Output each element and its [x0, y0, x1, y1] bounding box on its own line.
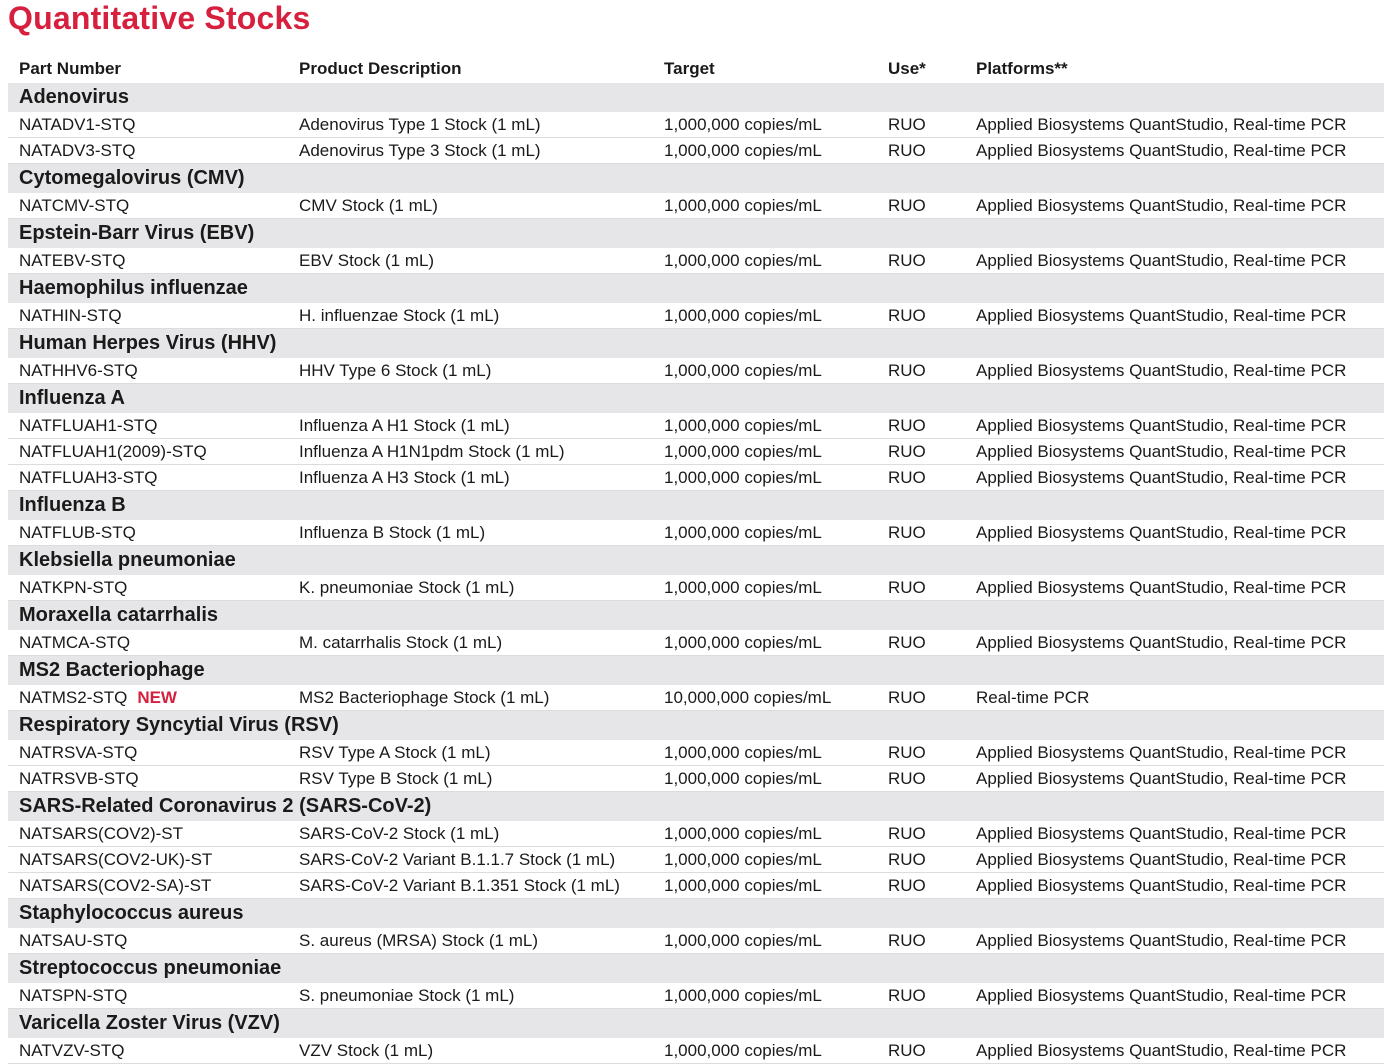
use-cell: RUO: [877, 1038, 965, 1064]
platforms-cell: Applied Biosystems QuantStudio, Real-time PCR: [965, 766, 1384, 792]
group-heading: Haemophilus influenzae: [8, 274, 1384, 304]
product-description-cell: Influenza A H1N1pdm Stock (1 mL): [288, 439, 653, 465]
platforms-cell: Real-time PCR: [965, 685, 1384, 711]
platforms-cell: Applied Biosystems QuantStudio, Real-time PCR: [965, 847, 1384, 873]
platforms-cell: Applied Biosystems QuantStudio, Real-time PCR: [965, 112, 1384, 138]
platforms-cell: Applied Biosystems QuantStudio, Real-time PCR: [965, 138, 1384, 164]
target-cell: 1,000,000 copies/mL: [653, 138, 877, 164]
table-row: [8, 193, 1384, 219]
part-number-cell: NATFLUAH1-STQ: [8, 413, 288, 439]
group-row: [8, 329, 1384, 359]
target-cell: 1,000,000 copies/mL: [653, 983, 877, 1009]
table-row: [8, 847, 1384, 873]
use-cell: RUO: [877, 439, 965, 465]
part-number-cell: NATKPN-STQ: [8, 575, 288, 601]
group-row: [8, 711, 1384, 741]
table-row: [8, 928, 1384, 954]
target-cell: 1,000,000 copies/mL: [653, 847, 877, 873]
part-number-cell: NATCMV-STQ: [8, 193, 288, 219]
product-description-cell: Influenza A H3 Stock (1 mL): [288, 465, 653, 491]
use-cell: RUO: [877, 766, 965, 792]
target-cell: 1,000,000 copies/mL: [653, 1038, 877, 1064]
table-row: [8, 873, 1384, 899]
target-cell: 1,000,000 copies/mL: [653, 740, 877, 766]
group-heading: Influenza A: [8, 384, 1384, 414]
table-row: [8, 630, 1384, 656]
product-description-cell: S. pneumoniae Stock (1 mL): [288, 983, 653, 1009]
table-row: [8, 520, 1384, 546]
use-cell: RUO: [877, 873, 965, 899]
table-row: [8, 575, 1384, 601]
group-row: [8, 83, 1384, 112]
new-badge: NEW: [137, 687, 177, 707]
target-cell: 10,000,000 copies/mL: [653, 685, 877, 711]
part-number-cell: NATSARS(COV2)-ST: [8, 821, 288, 847]
part-number-cell: NATVZV-STQ: [8, 1038, 288, 1064]
platforms-cell: Applied Biosystems QuantStudio, Real-time PCR: [965, 465, 1384, 491]
table-row: [8, 248, 1384, 274]
product-description-cell: VZV Stock (1 mL): [288, 1038, 653, 1064]
use-cell: RUO: [877, 112, 965, 138]
use-cell: RUO: [877, 358, 965, 384]
table-row: [8, 303, 1384, 329]
target-cell: 1,000,000 copies/mL: [653, 821, 877, 847]
platforms-cell: Applied Biosystems QuantStudio, Real-time PCR: [965, 740, 1384, 766]
use-cell: RUO: [877, 303, 965, 329]
table-header-row: [8, 55, 1384, 83]
group-heading: Staphylococcus aureus: [8, 899, 1384, 929]
group-heading: Influenza B: [8, 491, 1384, 521]
target-cell: 1,000,000 copies/mL: [653, 358, 877, 384]
platforms-cell: Applied Biosystems QuantStudio, Real-time PCR: [965, 358, 1384, 384]
group-heading: Streptococcus pneumoniae: [8, 954, 1384, 984]
platforms-cell: Applied Biosystems QuantStudio, Real-time PCR: [965, 520, 1384, 546]
product-description-cell: Adenovirus Type 1 Stock (1 mL): [288, 112, 653, 138]
part-number-cell: NATFLUB-STQ: [8, 520, 288, 546]
platforms-cell: Applied Biosystems QuantStudio, Real-time PCR: [965, 303, 1384, 329]
group-heading: Moraxella catarrhalis: [8, 601, 1384, 631]
product-description-cell: SARS-CoV-2 Stock (1 mL): [288, 821, 653, 847]
group-heading: Human Herpes Virus (HHV): [8, 329, 1384, 359]
use-cell: RUO: [877, 138, 965, 164]
table-row: [8, 413, 1384, 439]
product-description-cell: EBV Stock (1 mL): [288, 248, 653, 274]
target-cell: 1,000,000 copies/mL: [653, 575, 877, 601]
table-row: [8, 983, 1384, 1009]
target-cell: 1,000,000 copies/mL: [653, 112, 877, 138]
platforms-cell: Applied Biosystems QuantStudio, Real-time PCR: [965, 928, 1384, 954]
group-heading: SARS-Related Coronavirus 2 (SARS-CoV-2): [8, 792, 1384, 822]
use-cell: RUO: [877, 520, 965, 546]
group-heading: Adenovirus: [8, 83, 1384, 112]
header-part-number: Part Number: [19, 59, 122, 78]
use-cell: RUO: [877, 193, 965, 219]
table-row: [8, 358, 1384, 384]
group-heading: MS2 Bacteriophage: [8, 656, 1384, 686]
group-row: [8, 1009, 1384, 1039]
group-row: [8, 899, 1384, 929]
platforms-cell: Applied Biosystems QuantStudio, Real-time PCR: [965, 413, 1384, 439]
part-number-cell: [8, 685, 288, 711]
platforms-cell: Applied Biosystems QuantStudio, Real-time PCR: [965, 248, 1384, 274]
target-cell: 1,000,000 copies/mL: [653, 439, 877, 465]
header-product-description: Product Description: [299, 59, 462, 78]
target-cell: 1,000,000 copies/mL: [653, 520, 877, 546]
product-description-cell: M. catarrhalis Stock (1 mL): [288, 630, 653, 656]
use-cell: RUO: [877, 248, 965, 274]
table-row: [8, 465, 1384, 491]
use-cell: RUO: [877, 821, 965, 847]
header-target: Target: [664, 59, 715, 78]
platforms-cell: Applied Biosystems QuantStudio, Real-time PCR: [965, 873, 1384, 899]
group-row: [8, 219, 1384, 249]
group-row: [8, 164, 1384, 194]
part-number-cell: NATRSVB-STQ: [8, 766, 288, 792]
product-description-cell: SARS-CoV-2 Variant B.1.1.7 Stock (1 mL): [288, 847, 653, 873]
platforms-cell: Applied Biosystems QuantStudio, Real-time PCR: [965, 983, 1384, 1009]
target-cell: 1,000,000 copies/mL: [653, 873, 877, 899]
product-description-cell: Influenza B Stock (1 mL): [288, 520, 653, 546]
part-number-cell: NATMCA-STQ: [8, 630, 288, 656]
group-row: [8, 601, 1384, 631]
product-description-cell: MS2 Bacteriophage Stock (1 mL): [288, 685, 653, 711]
part-number-cell: NATADV3-STQ: [8, 138, 288, 164]
part-number-cell: NATRSVA-STQ: [8, 740, 288, 766]
group-heading: Klebsiella pneumoniae: [8, 546, 1384, 576]
product-description-cell: Adenovirus Type 3 Stock (1 mL): [288, 138, 653, 164]
platforms-cell: Applied Biosystems QuantStudio, Real-time PCR: [965, 630, 1384, 656]
group-heading: Respiratory Syncytial Virus (RSV): [8, 711, 1384, 741]
table-row: [8, 766, 1384, 792]
target-cell: 1,000,000 copies/mL: [653, 630, 877, 656]
part-number-cell: NATADV1-STQ: [8, 112, 288, 138]
product-description-cell: SARS-CoV-2 Variant B.1.351 Stock (1 mL): [288, 873, 653, 899]
header-platforms: Platforms**: [976, 59, 1068, 78]
use-cell: RUO: [877, 465, 965, 491]
use-cell: RUO: [877, 413, 965, 439]
product-description-cell: RSV Type A Stock (1 mL): [288, 740, 653, 766]
target-cell: 1,000,000 copies/mL: [653, 248, 877, 274]
product-description-cell: H. influenzae Stock (1 mL): [288, 303, 653, 329]
group-row: [8, 274, 1384, 304]
use-cell: RUO: [877, 575, 965, 601]
page-title: Quantitative Stocks: [8, 0, 311, 36]
table-row: [8, 740, 1384, 766]
table-row: [8, 112, 1384, 138]
target-cell: 1,000,000 copies/mL: [653, 413, 877, 439]
part-number-cell: NATSPN-STQ: [8, 983, 288, 1009]
target-cell: 1,000,000 copies/mL: [653, 465, 877, 491]
use-cell: RUO: [877, 847, 965, 873]
platforms-cell: Applied Biosystems QuantStudio, Real-time PCR: [965, 1038, 1384, 1064]
platforms-cell: Applied Biosystems QuantStudio, Real-time PCR: [965, 821, 1384, 847]
use-cell: RUO: [877, 928, 965, 954]
part-number-cell: NATHHV6-STQ: [8, 358, 288, 384]
product-description-cell: Influenza A H1 Stock (1 mL): [288, 413, 653, 439]
table-row: [8, 685, 1384, 711]
use-cell: RUO: [877, 983, 965, 1009]
table-body: [8, 83, 1384, 1064]
group-row: [8, 656, 1384, 686]
group-row: [8, 491, 1384, 521]
platforms-cell: Applied Biosystems QuantStudio, Real-time PCR: [965, 575, 1384, 601]
table-row: [8, 439, 1384, 465]
product-description-cell: K. pneumoniae Stock (1 mL): [288, 575, 653, 601]
part-number-cell: NATFLUAH3-STQ: [8, 465, 288, 491]
use-cell: RUO: [877, 685, 965, 711]
group-row: [8, 954, 1384, 984]
part-number-cell: NATSAU-STQ: [8, 928, 288, 954]
group-row: [8, 384, 1384, 414]
table-row: [8, 821, 1384, 847]
product-description-cell: S. aureus (MRSA) Stock (1 mL): [288, 928, 653, 954]
product-description-cell: HHV Type 6 Stock (1 mL): [288, 358, 653, 384]
group-row: [8, 792, 1384, 822]
product-description-cell: CMV Stock (1 mL): [288, 193, 653, 219]
product-table: [8, 55, 1384, 1064]
target-cell: 1,000,000 copies/mL: [653, 928, 877, 954]
part-number-cell: NATHIN-STQ: [8, 303, 288, 329]
use-cell: RUO: [877, 740, 965, 766]
use-cell: RUO: [877, 630, 965, 656]
part-number-cell: NATEBV-STQ: [8, 248, 288, 274]
table-row: [8, 138, 1384, 164]
target-cell: 1,000,000 copies/mL: [653, 766, 877, 792]
platforms-cell: Applied Biosystems QuantStudio, Real-time PCR: [965, 193, 1384, 219]
group-heading: Cytomegalovirus (CMV): [8, 164, 1384, 194]
group-heading: Epstein-Barr Virus (EBV): [8, 219, 1384, 249]
part-number-text: NATMS2-STQ: [19, 687, 128, 707]
target-cell: 1,000,000 copies/mL: [653, 193, 877, 219]
part-number-cell: NATFLUAH1(2009)-STQ: [8, 439, 288, 465]
part-number-cell: NATSARS(COV2-SA)-ST: [8, 873, 288, 899]
target-cell: 1,000,000 copies/mL: [653, 303, 877, 329]
group-row: [8, 546, 1384, 576]
platforms-cell: Applied Biosystems QuantStudio, Real-time PCR: [965, 439, 1384, 465]
header-use: Use*: [888, 59, 926, 78]
group-heading: Varicella Zoster Virus (VZV): [8, 1009, 1384, 1039]
part-number-cell: NATSARS(COV2-UK)-ST: [8, 847, 288, 873]
product-description-cell: RSV Type B Stock (1 mL): [288, 766, 653, 792]
